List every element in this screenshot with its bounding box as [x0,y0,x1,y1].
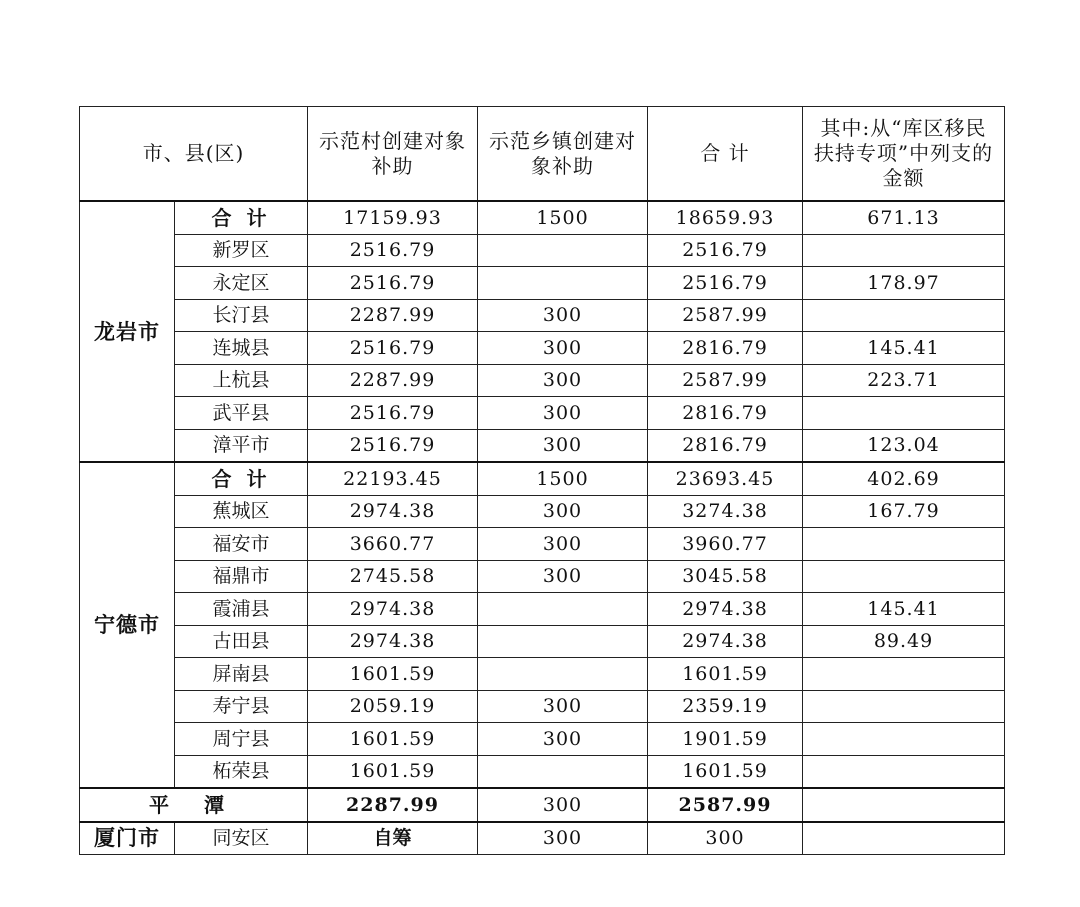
header-row [80,107,1005,202]
table-row [80,822,1005,855]
region-cell: 寿宁县 [175,690,308,723]
table-row [80,429,1005,462]
town-cell [478,755,648,788]
header-total: 合 计 [648,107,803,202]
town-cell: 1500 [478,201,648,234]
town-cell: 300 [478,528,648,561]
reservoir-cell [803,690,1005,723]
city-cell: 厦门市 [80,822,175,855]
town-cell: 300 [478,495,648,528]
total-cell: 3960.77 [648,528,803,561]
town-cell [478,658,648,691]
village-cell: 1601.59 [308,723,478,756]
town-cell: 300 [478,364,648,397]
header-region: 市、县(区) [80,107,308,202]
town-cell: 300 [478,397,648,430]
total-cell: 18659.93 [648,201,803,234]
reservoir-cell: 123.04 [803,429,1005,462]
reservoir-cell [803,397,1005,430]
village-cell: 3660.77 [308,528,478,561]
total-cell: 2816.79 [648,332,803,365]
region-cell: 福鼎市 [175,560,308,593]
town-cell: 300 [478,332,648,365]
reservoir-cell: 402.69 [803,462,1005,495]
region-cell: 柘荣县 [175,755,308,788]
region-cell: 古田县 [175,625,308,658]
village-cell: 2745.58 [308,560,478,593]
village-cell: 2516.79 [308,429,478,462]
region-cell: 周宁县 [175,723,308,756]
header-reservoir: 其中:从“库区移民扶持专项”中列支的金额 [803,107,1005,202]
region-cell: 连城县 [175,332,308,365]
village-cell: 17159.93 [308,201,478,234]
total-cell: 2816.79 [648,429,803,462]
region-cell: 漳平市 [175,429,308,462]
village-cell: 2516.79 [308,332,478,365]
village-cell: 22193.45 [308,462,478,495]
total-cell: 2816.79 [648,397,803,430]
table-row [80,201,1005,234]
town-cell [478,593,648,626]
reservoir-cell [803,822,1005,855]
table-row [80,755,1005,788]
reservoir-cell: 89.49 [803,625,1005,658]
reservoir-cell [803,299,1005,332]
table-row [80,234,1005,267]
total-cell: 2587.99 [648,788,803,822]
reservoir-cell [803,788,1005,822]
total-cell: 2974.38 [648,625,803,658]
reservoir-cell: 671.13 [803,201,1005,234]
region-cell: 蕉城区 [175,495,308,528]
town-cell [478,625,648,658]
table-row [80,462,1005,495]
village-cell: 自筹 [308,822,478,855]
village-cell: 2287.99 [308,788,478,822]
table-row [80,267,1005,300]
table-row [80,495,1005,528]
town-cell: 1500 [478,462,648,495]
region-cell: 屏南县 [175,658,308,691]
table-row [80,723,1005,756]
table-row [80,332,1005,365]
town-cell: 300 [478,690,648,723]
total-cell: 2516.79 [648,234,803,267]
table-row [80,397,1005,430]
table-row [80,788,1005,822]
reservoir-cell [803,234,1005,267]
total-cell: 1601.59 [648,658,803,691]
region-cell: 合 计 [175,201,308,234]
total-cell: 3045.58 [648,560,803,593]
table-row [80,299,1005,332]
village-cell: 2287.99 [308,364,478,397]
region-cell: 同安区 [175,822,308,855]
reservoir-cell: 178.97 [803,267,1005,300]
total-cell: 300 [648,822,803,855]
town-cell [478,267,648,300]
reservoir-cell: 223.71 [803,364,1005,397]
total-cell: 2587.99 [648,299,803,332]
reservoir-cell [803,723,1005,756]
village-cell: 2974.38 [308,593,478,626]
village-cell: 2516.79 [308,234,478,267]
total-cell: 23693.45 [648,462,803,495]
total-cell: 1901.59 [648,723,803,756]
village-cell: 2059.19 [308,690,478,723]
total-cell: 2587.99 [648,364,803,397]
table-row [80,625,1005,658]
reservoir-cell [803,658,1005,691]
reservoir-cell [803,560,1005,593]
total-cell: 3274.38 [648,495,803,528]
region-cell: 平 潭 [80,788,308,822]
region-cell: 福安市 [175,528,308,561]
table-row [80,560,1005,593]
city-cell: 宁德市 [80,462,175,788]
reservoir-cell: 145.41 [803,332,1005,365]
total-cell: 2974.38 [648,593,803,626]
village-cell: 2516.79 [308,267,478,300]
header-village: 示范村创建对象补助 [308,107,478,202]
table-row [80,364,1005,397]
village-cell: 1601.59 [308,755,478,788]
table-row [80,593,1005,626]
table-row [80,690,1005,723]
total-cell: 2516.79 [648,267,803,300]
table-row [80,528,1005,561]
region-cell: 长汀县 [175,299,308,332]
city-cell: 龙岩市 [80,201,175,462]
table-row [80,658,1005,691]
reservoir-cell: 167.79 [803,495,1005,528]
region-cell: 霞浦县 [175,593,308,626]
village-cell: 2974.38 [308,625,478,658]
village-cell: 2974.38 [308,495,478,528]
total-cell: 2359.19 [648,690,803,723]
town-cell: 300 [478,788,648,822]
region-cell: 上杭县 [175,364,308,397]
region-cell: 新罗区 [175,234,308,267]
town-cell: 300 [478,560,648,593]
subsidy-table [79,106,1005,855]
reservoir-cell: 145.41 [803,593,1005,626]
region-cell: 永定区 [175,267,308,300]
header-town: 示范乡镇创建对象补助 [478,107,648,202]
region-cell: 合 计 [175,462,308,495]
village-cell: 2287.99 [308,299,478,332]
reservoir-cell [803,528,1005,561]
total-cell: 1601.59 [648,755,803,788]
town-cell: 300 [478,299,648,332]
reservoir-cell [803,755,1005,788]
region-cell: 武平县 [175,397,308,430]
town-cell: 300 [478,723,648,756]
town-cell: 300 [478,822,648,855]
town-cell: 300 [478,429,648,462]
village-cell: 1601.59 [308,658,478,691]
town-cell [478,234,648,267]
village-cell: 2516.79 [308,397,478,430]
